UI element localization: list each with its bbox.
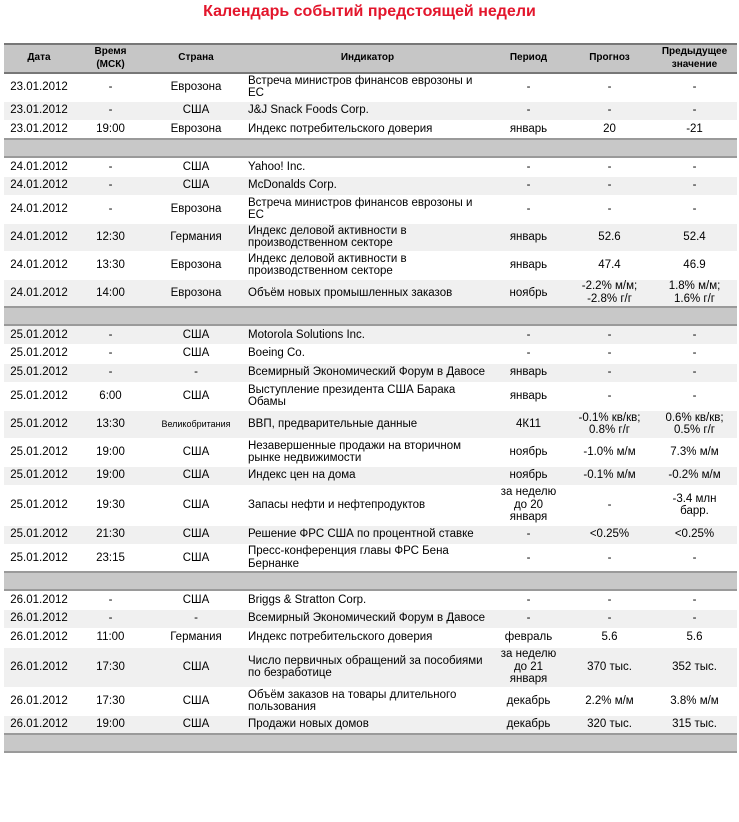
cell-period: за неделю до 20 января — [490, 485, 567, 525]
cell-forecast: <0.25% — [567, 525, 652, 544]
cell-previous: 352 тыс. — [652, 647, 737, 687]
cell-forecast: - — [567, 344, 652, 363]
table-row — [4, 628, 737, 647]
cell-country: США — [147, 325, 245, 344]
cell-country: Великобритания — [147, 410, 245, 438]
separator-cell — [4, 734, 737, 752]
cell-date: 26.01.2012 — [4, 687, 74, 715]
day-separator — [4, 307, 737, 325]
cell-date: 24.01.2012 — [4, 195, 74, 223]
cell-country: США — [147, 590, 245, 609]
cell-time: 23:15 — [74, 544, 147, 572]
cell-time: 19:00 — [74, 466, 147, 485]
header-forecast: Прогноз — [567, 44, 652, 73]
cell-forecast: 5.6 — [567, 628, 652, 647]
cell-previous: - — [652, 609, 737, 628]
cell-previous: -21 — [652, 120, 737, 139]
cell-indicator: Объём новых промышленных заказов — [245, 279, 490, 307]
header-time: Время (МСК) — [74, 44, 147, 73]
cell-previous: 3.8% м/м — [652, 687, 737, 715]
cell-indicator: ВВП, предварительные данные — [245, 410, 490, 438]
day-separator — [4, 572, 737, 590]
cell-date: 24.01.2012 — [4, 279, 74, 307]
cell-time: 13:30 — [74, 251, 147, 279]
cell-period: - — [490, 544, 567, 572]
cell-country: Еврозона — [147, 279, 245, 307]
cell-country: - — [147, 363, 245, 382]
table-row — [4, 363, 737, 382]
cell-time: 19:00 — [74, 715, 147, 734]
cell-country: Германия — [147, 223, 245, 251]
cell-forecast: 52.6 — [567, 223, 652, 251]
cell-date: 25.01.2012 — [4, 382, 74, 410]
cell-time: 19:00 — [74, 438, 147, 466]
cell-forecast: - — [567, 195, 652, 223]
cell-previous: - — [652, 325, 737, 344]
cell-forecast: - — [567, 382, 652, 410]
cell-period: - — [490, 195, 567, 223]
cell-period: январь — [490, 251, 567, 279]
cell-previous: - — [652, 363, 737, 382]
cell-time: - — [74, 176, 147, 195]
cell-forecast: - — [567, 544, 652, 572]
table-row — [4, 195, 737, 223]
cell-indicator: Yahoo! Inc. — [245, 157, 490, 176]
cell-previous: - — [652, 157, 737, 176]
cell-forecast: 47.4 — [567, 251, 652, 279]
cell-date: 23.01.2012 — [4, 101, 74, 120]
cell-previous: - — [652, 544, 737, 572]
cell-period: - — [490, 325, 567, 344]
cell-indicator: Выступление президента США Барака Обамы — [245, 382, 490, 410]
cell-previous: <0.25% — [652, 525, 737, 544]
table-row — [4, 466, 737, 485]
cell-indicator: McDonalds Corp. — [245, 176, 490, 195]
cell-time: - — [74, 73, 147, 101]
table-row — [4, 120, 737, 139]
cell-period: ноябрь — [490, 438, 567, 466]
cell-forecast: - — [567, 101, 652, 120]
day-separator — [4, 734, 737, 752]
cell-date: 25.01.2012 — [4, 466, 74, 485]
cell-date: 24.01.2012 — [4, 176, 74, 195]
cell-forecast: -0.1% кв/кв; 0.8% г/г — [567, 410, 652, 438]
cell-country: США — [147, 466, 245, 485]
cell-time: 6:00 — [74, 382, 147, 410]
cell-time: 17:30 — [74, 687, 147, 715]
cell-date: 24.01.2012 — [4, 157, 74, 176]
cell-time: 11:00 — [74, 628, 147, 647]
cell-previous: 315 тыс. — [652, 715, 737, 734]
cell-date: 25.01.2012 — [4, 325, 74, 344]
cell-period: декабрь — [490, 687, 567, 715]
cell-period: 4К11 — [490, 410, 567, 438]
separator-cell — [4, 139, 737, 157]
cell-country: США — [147, 715, 245, 734]
cell-period: за неделю до 21 января — [490, 647, 567, 687]
table-row — [4, 590, 737, 609]
table-row — [4, 410, 737, 438]
cell-date: 23.01.2012 — [4, 120, 74, 139]
cell-country: США — [147, 687, 245, 715]
table-row — [4, 438, 737, 466]
cell-country: - — [147, 609, 245, 628]
cell-country: США — [147, 176, 245, 195]
cell-date: 24.01.2012 — [4, 223, 74, 251]
cell-date: 25.01.2012 — [4, 485, 74, 525]
cell-period: - — [490, 73, 567, 101]
cell-forecast: - — [567, 176, 652, 195]
cell-country: США — [147, 438, 245, 466]
cell-indicator: J&J Snack Foods Corp. — [245, 101, 490, 120]
cell-previous: - — [652, 176, 737, 195]
table-row — [4, 382, 737, 410]
cell-period: - — [490, 525, 567, 544]
table-row — [4, 325, 737, 344]
header-country: Страна — [147, 44, 245, 73]
cell-time: 19:00 — [74, 120, 147, 139]
cell-forecast: -0.1% м/м — [567, 466, 652, 485]
cell-indicator: Встреча министров финансов еврозоны и ЕС — [245, 73, 490, 101]
cell-forecast: 320 тыс. — [567, 715, 652, 734]
cell-previous: 1.8% м/м; 1.6% г/г — [652, 279, 737, 307]
table-row — [4, 157, 737, 176]
cell-indicator: Индекс цен на дома — [245, 466, 490, 485]
cell-indicator: Пресс-конференция главы ФРС Бена Бернанке — [245, 544, 490, 572]
cell-date: 25.01.2012 — [4, 363, 74, 382]
cell-indicator: Boeing Co. — [245, 344, 490, 363]
cell-period: - — [490, 157, 567, 176]
table-row — [4, 687, 737, 715]
table-row — [4, 279, 737, 307]
table-row — [4, 544, 737, 572]
cell-time: - — [74, 344, 147, 363]
cell-indicator: Продажи новых домов — [245, 715, 490, 734]
table-row — [4, 344, 737, 363]
table-row — [4, 101, 737, 120]
cell-previous: -0.2% м/м — [652, 466, 737, 485]
cell-period: - — [490, 590, 567, 609]
cell-previous: - — [652, 382, 737, 410]
cell-time: 13:30 — [74, 410, 147, 438]
cell-previous: 46.9 — [652, 251, 737, 279]
cell-period: январь — [490, 382, 567, 410]
cell-country: Германия — [147, 628, 245, 647]
cell-forecast: - — [567, 590, 652, 609]
cell-date: 26.01.2012 — [4, 715, 74, 734]
cell-indicator: Объём заказов на товары длительного пользования — [245, 687, 490, 715]
cell-time: - — [74, 101, 147, 120]
cell-indicator: Индекс деловой активности в производственном секторе — [245, 251, 490, 279]
cell-date: 25.01.2012 — [4, 344, 74, 363]
cell-country: Еврозона — [147, 120, 245, 139]
cell-forecast: 370 тыс. — [567, 647, 652, 687]
cell-period: декабрь — [490, 715, 567, 734]
cell-country: США — [147, 157, 245, 176]
cell-period: ноябрь — [490, 466, 567, 485]
cell-time: 21:30 — [74, 525, 147, 544]
cell-previous: 52.4 — [652, 223, 737, 251]
cell-indicator: Всемирный Экономический Форум в Давосе — [245, 609, 490, 628]
cell-previous: 0.6% кв/кв; 0.5% г/г — [652, 410, 737, 438]
table-header-row — [4, 44, 737, 73]
cell-forecast: - — [567, 485, 652, 525]
cell-previous: 5.6 — [652, 628, 737, 647]
table-row — [4, 485, 737, 525]
cell-indicator: Индекс потребительского доверия — [245, 120, 490, 139]
cell-time: - — [74, 363, 147, 382]
cell-country: США — [147, 525, 245, 544]
cell-time: 14:00 — [74, 279, 147, 307]
cell-country: США — [147, 485, 245, 525]
cell-period: январь — [490, 363, 567, 382]
cell-forecast: - — [567, 363, 652, 382]
cell-previous: - — [652, 195, 737, 223]
cell-forecast: 20 — [567, 120, 652, 139]
page-title: Календарь событий предстоящей недели — [203, 3, 536, 20]
cell-time: 12:30 — [74, 223, 147, 251]
cell-country: США — [147, 344, 245, 363]
events-calendar-table — [4, 43, 737, 753]
cell-date: 25.01.2012 — [4, 544, 74, 572]
cell-country: США — [147, 647, 245, 687]
cell-forecast: - — [567, 157, 652, 176]
table-row — [4, 715, 737, 734]
cell-country: США — [147, 382, 245, 410]
cell-forecast: - — [567, 609, 652, 628]
table-row — [4, 609, 737, 628]
cell-time: - — [74, 590, 147, 609]
header-date: Дата — [4, 44, 74, 73]
day-separator — [4, 139, 737, 157]
cell-forecast: - — [567, 73, 652, 101]
table-row — [4, 176, 737, 195]
cell-time: - — [74, 157, 147, 176]
cell-country: США — [147, 544, 245, 572]
cell-date: 26.01.2012 — [4, 609, 74, 628]
cell-previous: - — [652, 344, 737, 363]
cell-period: январь — [490, 120, 567, 139]
cell-time: - — [74, 195, 147, 223]
table-row — [4, 223, 737, 251]
cell-indicator: Индекс деловой активности в производственном секторе — [245, 223, 490, 251]
cell-indicator: Briggs & Stratton Corp. — [245, 590, 490, 609]
cell-indicator: Незавершенные продажи на вторичном рынке недвижимости — [245, 438, 490, 466]
cell-forecast: -2.2% м/м; -2.8% г/г — [567, 279, 652, 307]
cell-forecast: -1.0% м/м — [567, 438, 652, 466]
table-row — [4, 73, 737, 101]
cell-indicator: Всемирный Экономический Форум в Давосе — [245, 363, 490, 382]
cell-period: - — [490, 609, 567, 628]
cell-date: 24.01.2012 — [4, 251, 74, 279]
table-row — [4, 251, 737, 279]
cell-period: ноябрь — [490, 279, 567, 307]
separator-cell — [4, 307, 737, 325]
cell-period: январь — [490, 223, 567, 251]
cell-indicator: Число первичных обращений за пособиями по безработице — [245, 647, 490, 687]
cell-previous: - — [652, 101, 737, 120]
cell-date: 26.01.2012 — [4, 647, 74, 687]
cell-date: 25.01.2012 — [4, 410, 74, 438]
cell-country: Еврозона — [147, 195, 245, 223]
cell-country: США — [147, 101, 245, 120]
cell-indicator: Решение ФРС США по процентной ставке — [245, 525, 490, 544]
table-row — [4, 525, 737, 544]
cell-country: Еврозона — [147, 73, 245, 101]
cell-previous: - — [652, 73, 737, 101]
table-row — [4, 647, 737, 687]
cell-indicator: Motorola Solutions Inc. — [245, 325, 490, 344]
cell-period: - — [490, 101, 567, 120]
separator-cell — [4, 572, 737, 590]
cell-forecast: 2.2% м/м — [567, 687, 652, 715]
cell-date: 26.01.2012 — [4, 628, 74, 647]
cell-date: 23.01.2012 — [4, 73, 74, 101]
cell-indicator: Запасы нефти и нефтепродуктов — [245, 485, 490, 525]
cell-indicator: Индекс потребительского доверия — [245, 628, 490, 647]
cell-previous: - — [652, 590, 737, 609]
cell-time: 19:30 — [74, 485, 147, 525]
cell-time: - — [74, 609, 147, 628]
cell-previous: -3.4 млн барр. — [652, 485, 737, 525]
header-previous: Предыдущее значение — [652, 44, 737, 73]
cell-forecast: - — [567, 325, 652, 344]
cell-previous: 7.3% м/м — [652, 438, 737, 466]
cell-period: февраль — [490, 628, 567, 647]
cell-country: Еврозона — [147, 251, 245, 279]
cell-date: 26.01.2012 — [4, 590, 74, 609]
cell-date: 25.01.2012 — [4, 525, 74, 544]
cell-time: - — [74, 325, 147, 344]
cell-time: 17:30 — [74, 647, 147, 687]
cell-indicator: Встреча министров финансов еврозоны и ЕС — [245, 195, 490, 223]
header-period: Период — [490, 44, 567, 73]
cell-period: - — [490, 344, 567, 363]
cell-date: 25.01.2012 — [4, 438, 74, 466]
cell-period: - — [490, 176, 567, 195]
header-indicator: Индикатор — [245, 44, 490, 73]
